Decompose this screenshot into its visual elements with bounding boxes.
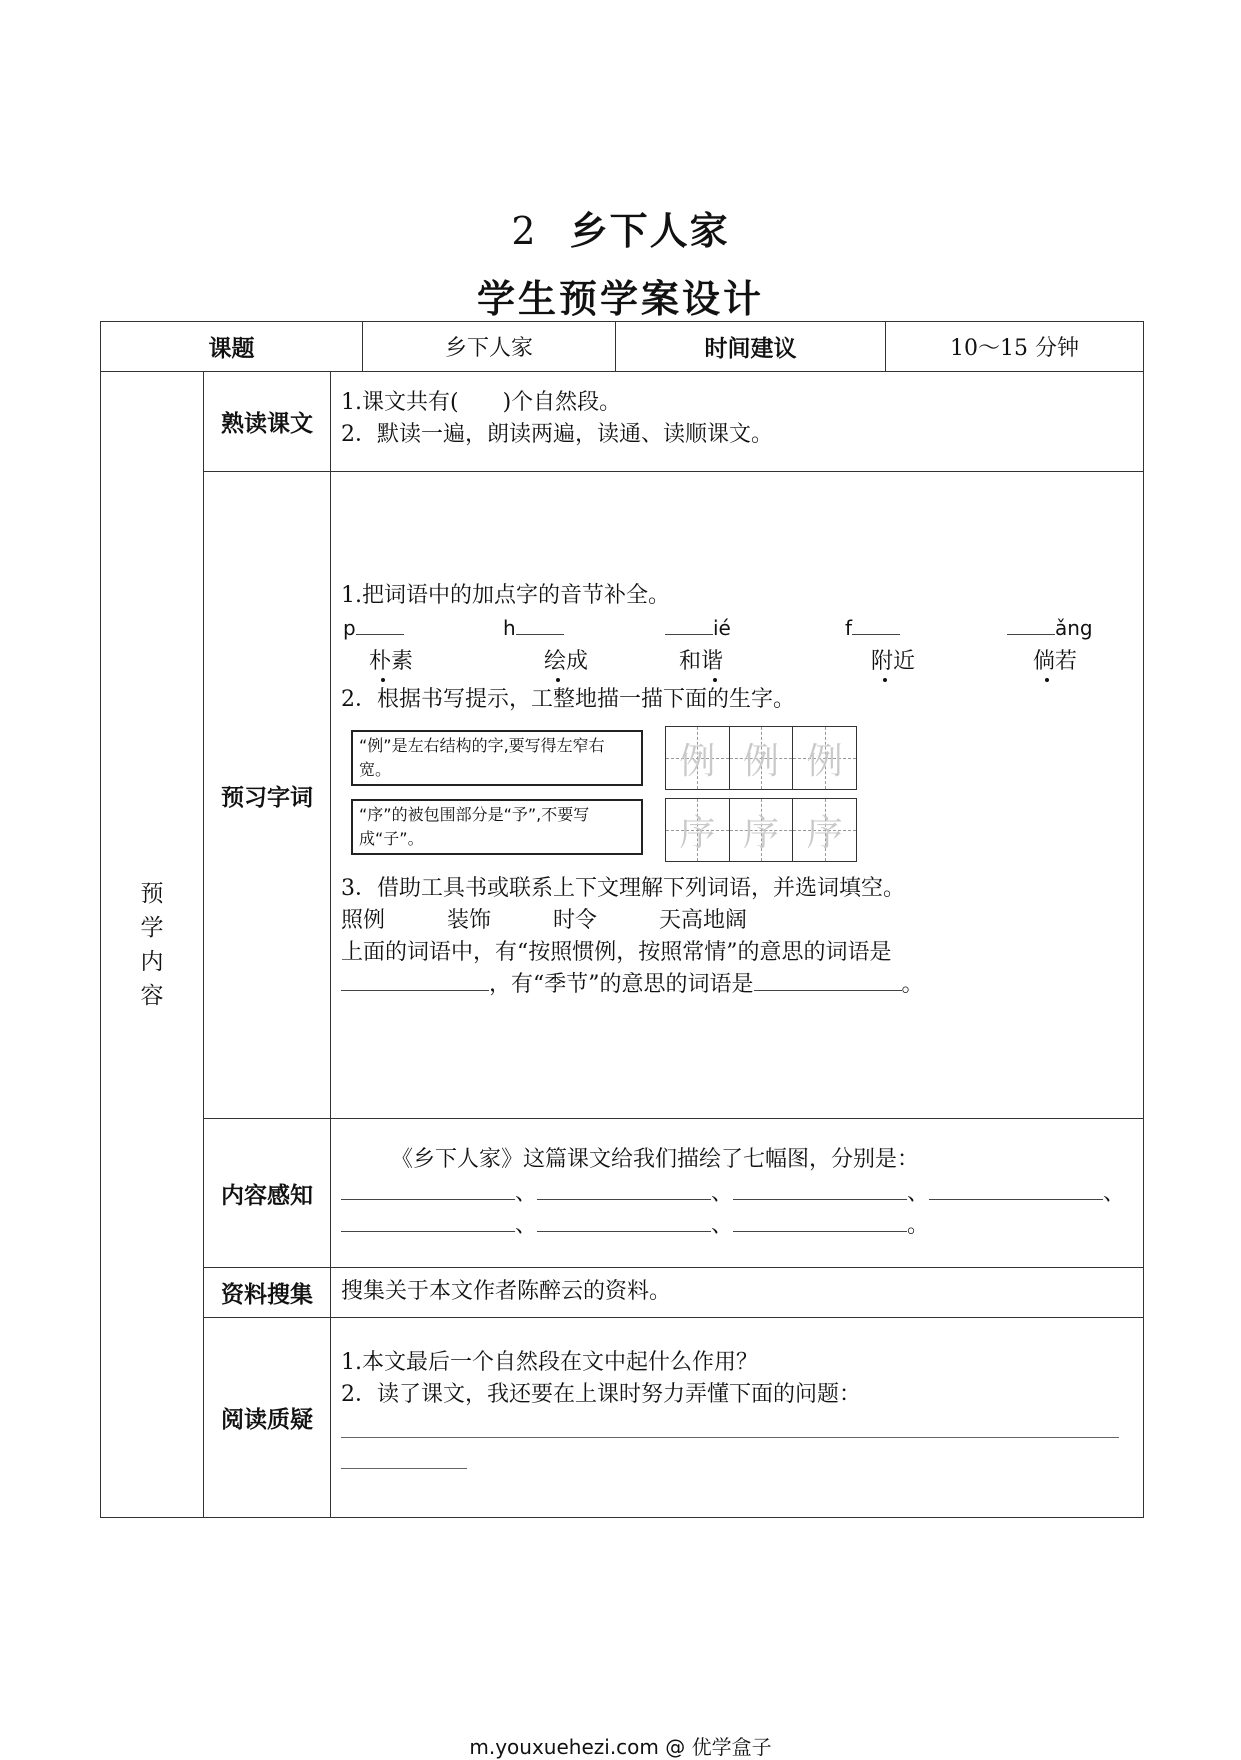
choice-4: 天高地阔 [659,908,748,933]
time-value: 10～15 分钟 [885,321,1144,372]
picture-blank-4[interactable] [929,1179,1103,1200]
lesson-number: 2 [511,209,538,253]
emphasis-dot [883,678,887,682]
emphasis-dot [1045,678,1049,682]
fill-line-2: ，有“季节”的意思的词语是 。 [341,970,924,1000]
word-5: 倘若 [1033,649,1078,674]
vocab-question-1: 1.把词语中的加点字的音节补全。 [341,583,670,608]
word-4: 附近 [871,649,916,674]
tracing-square[interactable]: 序 [793,799,856,861]
emphasis-dot [556,678,560,682]
emphasis-dot [713,678,717,682]
material-text: 搜集关于本文作者陈醉云的资料。 [341,1279,672,1304]
tracing-square[interactable]: 例 [730,727,794,789]
vocab-question-2: 2．根据书写提示，工整地描一描下面的生字。 [341,687,795,712]
vocab-cell [330,471,1144,1119]
worksheet-table [100,321,1144,1518]
pinyin-1: p [343,614,404,640]
reading-line-2: 2．默读一遍，朗读两遍，读通、读顺课文。 [341,422,773,447]
side-label [100,371,204,1518]
picture-blank-7[interactable] [733,1211,907,1232]
lesson-title [0,200,1241,255]
vocab-question-3: 3．借助工具书或联系上下文理解下列词语，并选词填空。 [341,876,905,901]
pinyin-5: ǎng [1007,614,1093,640]
topic-label: 课题 [100,321,363,372]
time-label: 时间建议 [615,321,886,372]
content-blanks-row-2: 、 、 。 [341,1211,929,1241]
picture-blank-2[interactable] [537,1179,711,1200]
answer-line-1[interactable] [341,1437,1119,1438]
picture-blank-6[interactable] [537,1211,711,1232]
picture-blank-1[interactable] [341,1179,515,1200]
writing-hint-1: “例”是左右结构的字,要写得左窄右宽。 [351,730,643,786]
side-char: 学 [140,914,164,941]
tracing-grid-1[interactable] [665,726,857,790]
emphasis-dot [381,678,385,682]
word-2: 绘成 [544,649,589,674]
content-label: 内容感知 [203,1118,331,1268]
question-1: 1.本文最后一个自然段在文中起什么作用？ [341,1350,758,1375]
material-label: 资料搜集 [203,1267,331,1318]
writing-hint-2: “序”的被包围部分是“予”,不要写成“子”。 [351,799,643,855]
answer-line-2[interactable] [341,1468,467,1469]
document-subtitle: 学生预学案设计 [476,277,764,321]
fill-blank-2[interactable] [754,970,902,991]
pinyin-3: ié [665,614,731,640]
tracing-square[interactable]: 例 [666,727,730,789]
reading-line-1: 1.课文共有( )个自然段。 [341,390,622,415]
side-char: 容 [140,982,164,1009]
choice-3: 时令 [553,908,598,933]
fill-blank-1[interactable] [341,970,489,991]
side-char: 内 [140,948,164,975]
picture-blank-5[interactable] [341,1211,515,1232]
reading-cell [330,371,1144,472]
tracing-square[interactable]: 序 [730,799,794,861]
vocab-label: 预习字词 [203,471,331,1119]
tracing-square[interactable]: 例 [793,727,856,789]
pinyin-2: h [503,614,564,640]
reading-label: 熟读课文 [203,371,331,472]
content-intro: 《乡下人家》这篇课文给我们描绘了七幅图，分别是： [391,1147,920,1172]
material-cell [330,1267,1144,1318]
word-3: 和谐 [679,649,724,674]
pinyin-4: f [845,614,900,640]
questions-label: 阅读质疑 [203,1317,331,1518]
lesson-name: 乡下人家 [569,209,730,253]
topic-value: 乡下人家 [362,321,616,372]
footer-watermark: m.youxuehezi.com @ 优学盒子 [469,1735,772,1759]
tracing-square[interactable]: 序 [666,799,730,861]
word-choices [341,906,747,936]
fill-line-1: 上面的词语中，有“按照惯例，按照常情”的意思的词语是 [341,940,892,965]
picture-blank-3[interactable] [733,1179,907,1200]
side-char: 预 [140,880,164,907]
content-cell [330,1118,1144,1268]
tracing-grid-2[interactable] [665,798,857,862]
choice-1: 照例 [341,908,386,933]
questions-cell [330,1317,1144,1518]
word-1: 朴素 [369,649,414,674]
choice-2: 装饰 [447,908,492,933]
content-blanks-row-1: 、 、 、 、 [341,1179,1125,1209]
question-2: 2．读了课文，我还要在上课时努力弄懂下面的问题： [341,1382,861,1407]
